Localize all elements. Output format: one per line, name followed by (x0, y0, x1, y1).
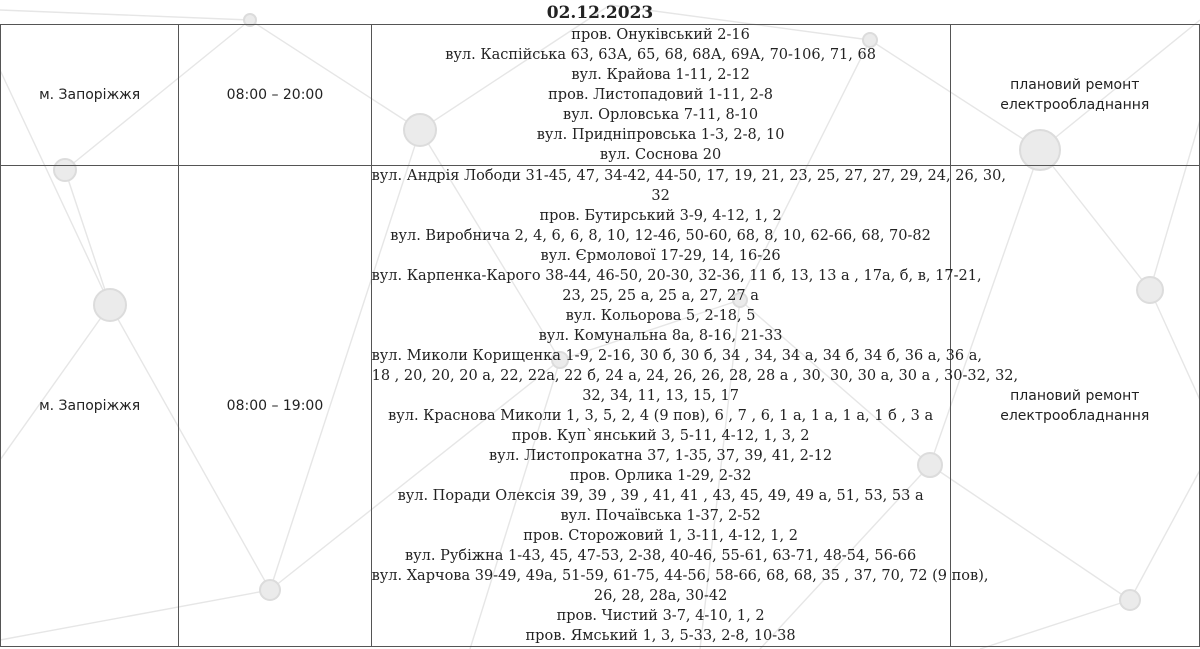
address-line: вул. Харчова 39-49, 49а, 51-59, 61-75, 44-56, 58-66, 68, 68, 35 , 37, 70, 72 (9 пов), (371, 568, 989, 584)
address-cell (371, 166, 1019, 647)
reason-line: електрообладнання (1000, 408, 1150, 424)
address-line: 32, 34, 11, 13, 15, 17 (582, 388, 739, 404)
time-cell: 08:00 – 20:00 (179, 25, 371, 166)
address-line: пров. Листопадовий 1-11, 2-8 (548, 87, 774, 103)
address-line: 32 (651, 188, 670, 204)
address-line: пров. Онуківський 2-16 (571, 27, 750, 43)
time-cell: 08:00 – 19:00 (179, 166, 371, 647)
address-line: пров. Ямський 1, 3, 5-33, 2-8, 10-38 (525, 628, 796, 644)
address-line: 26, 28, 28а, 30-42 (593, 588, 728, 604)
address-line: пров. Бутирський 3-9, 4-12, 1, 2 (539, 208, 782, 224)
address-line: пров. Сторожовий 1, 3-11, 4-12, 1, 2 (523, 528, 798, 544)
address-line: пров. Чистий 3-7, 4-10, 1, 2 (556, 608, 765, 624)
address-line: 18 , 20, 20, 20 а, 22, 22а, 22 б, 24 а, 24, 26, 26, 28, 28 а , 30, 30, 30 а, 30 а , 30-32, 32, (371, 368, 1019, 384)
address-line: вул. Краснова Миколи 1, 3, 5, 2, 4 (9 пов), 6 , 7 , 6, 1 а, 1 а, 1 а, 1 б , 3 а (388, 408, 934, 424)
outage-table (0, 24, 1200, 647)
address-cell (371, 25, 950, 166)
address-line: вул. Кольорова 5, 2-18, 5 (565, 308, 756, 324)
reason-line: електрообладнання (1000, 97, 1150, 113)
address-line: вул. Каспійська 63, 63А, 65, 68, 68А, 69А, 70-106, 71, 68 (445, 47, 876, 63)
city-cell: м. Запоріжжя (1, 166, 179, 647)
address-line: 23, 25, 25 а, 25 а, 27, 27 а (562, 288, 759, 304)
address-line: пров. Куп`янський 3, 5-11, 4-12, 1, 3, 2 (511, 428, 810, 444)
reason-line: плановий ремонт (1010, 388, 1140, 404)
address-line: вул. Карпенка-Карого 38-44, 46-50, 20-30, 32-36, 11 б, 13, 13 а , 17а, б, в, 17-21, (371, 268, 982, 284)
address-line: вул. Почаївська 1-37, 2-52 (560, 508, 761, 524)
address-line: пров. Орлика 1-29, 2-32 (569, 468, 752, 484)
address-line: вул. Миколи Корищенка 1-9, 2-16, 30 б, 30 б, 34 , 34, 34 а, 34 б, 34 б, 36 а, 36 а, (371, 348, 982, 364)
address-line: вул. Орловська 7-11, 8-10 (563, 107, 759, 123)
address-line: вул. Соснова 20 (599, 147, 722, 163)
address-line: вул. Крайова 1-11, 2-12 (571, 67, 750, 83)
address-line: вул. Поради Олексія 39, 39 , 39 , 41, 41 , 43, 45, 49, 49 а, 51, 53, 53 а (397, 488, 924, 504)
address-line: вул. Придніпровська 1-3, 2-8, 10 (536, 127, 785, 143)
address-line: вул. Виробнича 2, 4, 6, 6, 8, 10, 12-46, 50-60, 68, 8, 10, 62-66, 68, 70-82 (390, 228, 931, 244)
table-row (1, 25, 1200, 166)
address-line: вул. Андрія Лободи 31-45, 47, 34-42, 44-50, 17, 19, 21, 23, 25, 27, 27, 29, 24, 26, 30, (371, 168, 1006, 184)
reason-line: плановий ремонт (1010, 77, 1140, 93)
city-cell: м. Запоріжжя (1, 25, 179, 166)
address-line: вул. Листопрокатна 37, 1-35, 37, 39, 41, 2-12 (489, 448, 833, 464)
reason-cell (950, 25, 1199, 166)
address-line: вул. Комунальна 8а, 8-16, 21-33 (538, 328, 783, 344)
address-line: вул. Єрмолової 17-29, 14, 16-26 (540, 248, 781, 264)
table-row (1, 166, 1200, 647)
address-line: вул. Рубіжна 1-43, 45, 47-53, 2-38, 40-46, 55-61, 63-71, 48-54, 56-66 (404, 548, 917, 564)
schedule-date: 02.12.2023 (546, 3, 654, 23)
